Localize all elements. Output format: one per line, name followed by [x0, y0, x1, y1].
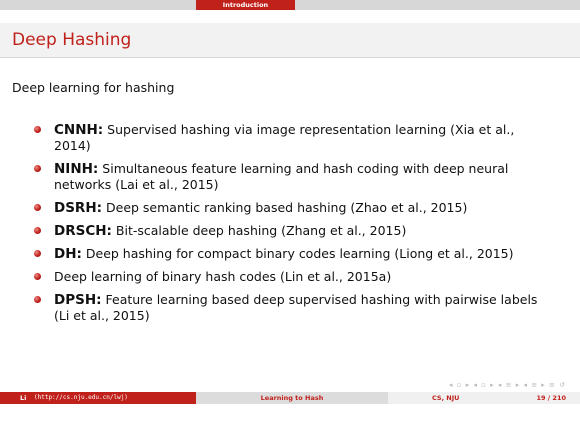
footer-bar	[0, 392, 580, 404]
item-text: Deep semantic ranking based hashing (Zhao et al., 2015)	[102, 200, 468, 215]
footer-talk-title: Learning to Hash	[196, 392, 388, 404]
item-list	[34, 122, 554, 331]
footer-author-box	[0, 392, 196, 404]
item-key: DRSCH:	[54, 223, 112, 239]
top-bar	[0, 0, 580, 10]
item-text: Deep learning of binary hash codes (Lin et al., 2015a)	[54, 269, 392, 284]
item-text: Feature learning based deep supervised hashing with pairwise labels (Li et al., 2015)	[54, 292, 538, 323]
title-bar	[0, 23, 580, 58]
item-text: Bit-scalable deep hashing (Zhang et al., 2015)	[111, 223, 407, 238]
bullet-icon	[34, 250, 41, 257]
section-label[interactable]: Introduction	[196, 0, 295, 10]
item-text: Simultaneous feature learning and hash coding with deep neural networks (Lai et al., 2015)	[54, 161, 509, 192]
slide-title: Deep Hashing	[12, 30, 132, 50]
list-item	[34, 269, 554, 285]
bullet-icon	[34, 204, 41, 211]
navigation-symbols[interactable]: ◂ ▫ ▸ ◂ ▫ ▸ ◂ ≡ ▸ ◂ ≡ ▸ ≡ ↺	[449, 381, 566, 389]
footer-affiliation: CS, NJU	[432, 394, 460, 402]
item-key: DPSH:	[54, 292, 102, 308]
list-item	[34, 292, 554, 324]
item-key: DSRH:	[54, 200, 103, 216]
bullet-icon	[34, 126, 41, 133]
footer-author: Li	[20, 394, 27, 402]
list-item	[34, 161, 554, 193]
intro-text: Deep learning for hashing	[12, 80, 175, 95]
list-item	[34, 200, 554, 216]
item-key: DH:	[54, 246, 82, 262]
footer-url[interactable]: (http://cs.nju.edu.cn/lwj)	[34, 394, 128, 401]
item-key: NINH:	[54, 161, 99, 177]
list-item	[34, 122, 554, 154]
item-key: CNNH:	[54, 122, 104, 138]
bullet-icon	[34, 165, 41, 172]
item-text: Supervised hashing via image representation learning (Xia et al., 2014)	[54, 122, 515, 153]
list-item	[34, 246, 554, 262]
page-number: 19 / 210	[536, 394, 566, 402]
bullet-icon	[34, 227, 41, 234]
bullet-icon	[34, 296, 41, 303]
footer-info-box	[388, 392, 580, 404]
list-item	[34, 223, 554, 239]
item-text: Deep hashing for compact binary codes learning (Liong et al., 2015)	[81, 246, 514, 261]
bullet-icon	[34, 273, 41, 280]
